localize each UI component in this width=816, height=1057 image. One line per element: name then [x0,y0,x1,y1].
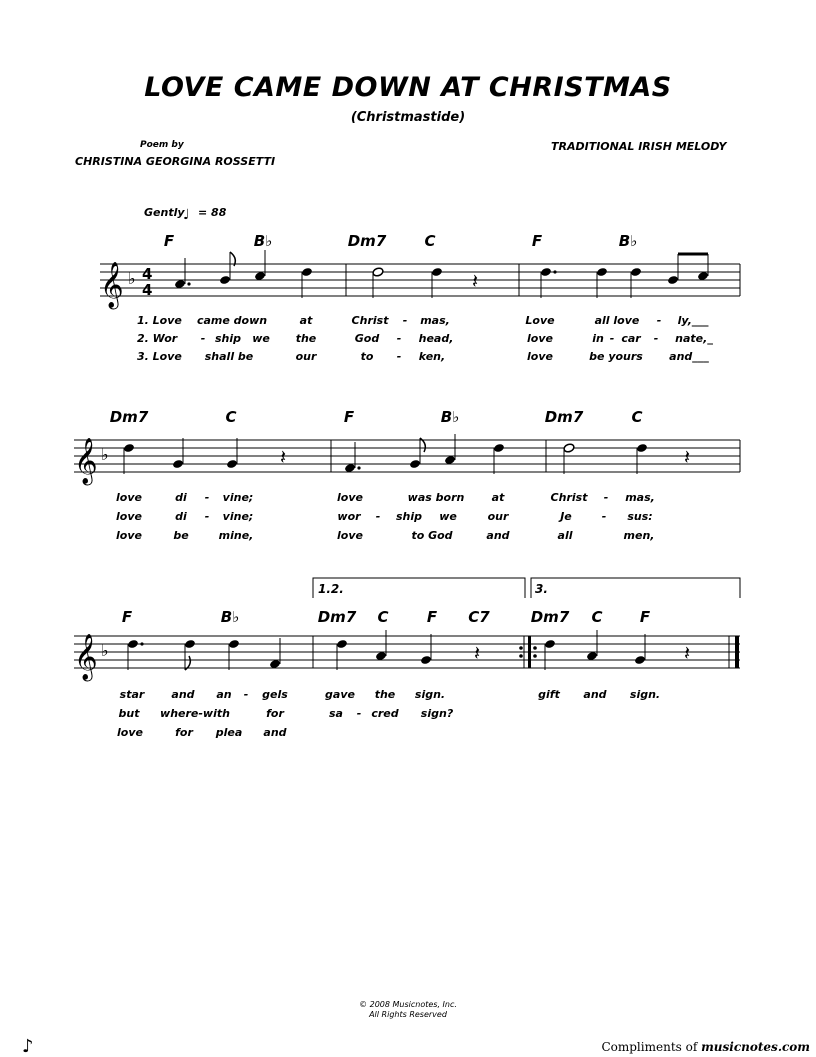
notehead [431,267,443,277]
lyric-syllable: - [204,491,210,504]
repeat-dot [519,654,523,658]
notehead [219,275,231,285]
lyric-syllable: all [557,529,573,542]
chord-symbol: F [639,608,651,626]
staff-lines-system-1 [100,264,740,296]
lyric-syllable: 1. Love [137,314,182,327]
time-signature-bottom: 4 [142,281,153,299]
lyric-syllable: - [204,510,210,523]
lyric-syllable: star [119,688,145,701]
lyric-syllable: sign. [629,688,661,701]
lyric-syllable: was born [407,491,465,504]
lyric-syllable: an [216,688,232,701]
quarter-rest-icon: 𝄽 [684,445,691,469]
lyric-syllable: Je [560,510,572,523]
dot [140,642,143,645]
lyric-syllable: in [592,332,604,345]
compliments-link[interactable]: musicnotes.com [701,1040,810,1054]
notehead [420,655,432,665]
quarter-note-icon: ♩ [183,207,190,223]
chord-symbol: Dm7 [530,608,570,626]
lyric-syllable: Christ [550,491,588,504]
lyric-syllable: to [360,350,374,363]
poet-name: CHRISTINA GEORGINA ROSSETTI [75,155,276,168]
lyric-syllable: and___ [669,350,709,363]
lyric-syllable: we [252,332,270,345]
lyric-syllable: God [354,332,380,345]
compliments-prefix: Compliments of [601,1040,698,1054]
chord-symbol: Dm7 [544,408,584,426]
chord-symbol: Dm7 [347,232,387,250]
lyric-syllable: 2. Wor [137,332,178,345]
lyric-syllable: love [337,529,363,542]
notehead [630,267,642,277]
lyric-syllable: love [527,332,553,345]
lyric-syllable: sign? [420,707,454,720]
chord-symbol: F [426,608,438,626]
lyric-syllable: ship [395,510,423,523]
lyric-syllable: cred [371,707,399,720]
lyric-syllable: ship [214,332,242,345]
lyric-syllable: where-with [160,707,230,720]
dot [553,270,556,273]
lyric-syllable: mas, [625,491,655,504]
flat-icon: ♭ [101,641,109,660]
lyric-syllable: mas, [420,314,450,327]
notehead [544,639,556,649]
quarter-rest-icon: 𝄽 [472,269,479,293]
repeat-dot [533,646,537,650]
chord-symbol: C [225,408,237,426]
lyric-syllable: vine; [222,510,254,523]
lyric-syllable: ly,___ [677,314,709,327]
time-signature-top: 4 [142,265,153,283]
lyric-syllable: and [486,529,510,542]
lyric-syllable: car [621,332,641,345]
quarter-rest-icon: 𝄽 [280,445,287,469]
volta-bracket-3 [531,578,740,598]
lyric-syllable: - [603,491,609,504]
lyric-syllable: shall be [204,350,254,363]
lyric-syllable: gift [538,688,560,701]
notehead [596,267,608,277]
musicnotes-logo-icon: ♪ [22,1036,34,1057]
subtitle: (Christmastide) [350,110,466,125]
quarter-rest-icon: 𝄽 [474,641,481,665]
notehead [336,639,348,649]
lyric-syllable: di [175,510,187,523]
lyric-syllable: gave [325,688,355,701]
notehead [228,639,240,649]
lyric-syllable: - [402,314,408,327]
lyric-syllable: - [200,332,206,345]
lyric-syllable: love [117,726,143,739]
chord-symbol: C7 [468,608,490,626]
lyric-syllable: but [118,707,140,720]
chord-symbol: F [531,232,543,250]
lyric-syllable: love [116,529,142,542]
notehead [540,267,552,277]
lyric-syllable: and [263,726,287,739]
lyric-syllable: 3. Love [137,350,182,363]
chord-symbol: F [163,232,175,250]
lyric-syllable: we [439,510,457,523]
treble-clef-icon: 𝄞 [74,438,98,484]
lyric-syllable: the [374,688,396,701]
lyric-syllable: at [299,314,313,327]
lyric-syllable: our [295,350,317,363]
chord-symbol: C [591,608,603,626]
lyric-syllable: be yours [589,350,643,363]
lyric-syllable: for [175,726,193,739]
notehead [123,443,135,453]
notehead [184,639,196,649]
chord-symbol: B♭ [220,608,240,626]
notehead [667,275,679,285]
lyric-syllable: love [337,491,363,504]
chord-symbol: B♭ [440,408,460,426]
lyric-syllable: - [396,332,402,345]
lyric-syllable: mine, [218,529,254,542]
lyric-syllable: Love [525,314,555,327]
lyric-syllable: - [601,510,607,523]
chord-symbol: C [424,232,436,250]
volta-label-3: 3. [535,582,548,596]
lyric-syllable: - [653,332,659,345]
lyric-syllable: came down [196,314,268,327]
copyright-line-2: All Rights Reserved [369,1010,447,1019]
notehead [127,639,139,649]
chord-symbol: F [121,608,133,626]
flat-icon: ♭ [101,445,109,464]
lyric-syllable: plea [215,726,243,739]
notehead [172,459,184,469]
lyric-syllable: our [487,510,509,523]
volta-label-1-2: 1.2. [318,582,344,596]
lyric-syllable: - [656,314,662,327]
treble-clef-icon: 𝄞 [100,262,124,308]
lyric-syllable: head, [418,332,454,345]
chord-symbol: C [377,608,389,626]
lyric-syllable: Christ [351,314,389,327]
lyric-syllable: all love [594,314,640,327]
chord-symbol: Dm7 [317,608,357,626]
lyric-syllable: nate,_ [675,332,713,345]
lyric-syllable: love [116,491,142,504]
lyric-syllable: at [491,491,505,504]
final-barline-thick [735,636,739,668]
notehead [409,459,421,469]
lyric-syllable: - [356,707,362,720]
repeat-barline-thick [528,636,531,668]
poem-by-label: Poem by [140,140,184,150]
notehead [301,267,313,277]
dot [187,282,190,285]
dot [357,466,360,469]
lyric-syllable: the [295,332,317,345]
lyric-syllable: be [173,529,189,542]
chord-symbol: B♭ [253,232,273,250]
lyric-syllable: sus: [627,510,653,523]
notehead [493,443,505,453]
half-notehead [563,443,575,453]
repeat-dot [519,646,523,650]
lyric-syllable: sa [329,707,343,720]
notehead [634,655,646,665]
lyric-syllable: and [171,688,195,701]
compliments-text [601,1040,810,1054]
repeat-dot [533,654,537,658]
lyric-syllable: - [396,350,402,363]
composer-credit: TRADITIONAL IRISH MELODY [551,140,727,153]
volta-bracket-1-2 [313,578,525,598]
lyric-syllable: love [116,510,142,523]
lyric-syllable: gels [262,688,288,701]
notehead [226,459,238,469]
half-notehead [372,267,384,277]
lyric-syllable: - [609,332,615,345]
treble-clef-icon: 𝄞 [74,634,98,680]
tempo-value: = 88 [198,206,227,219]
notehead [636,443,648,453]
quarter-rest-icon: 𝄽 [684,641,691,665]
staff-lines-system-2 [74,440,740,472]
lyric-syllable: vine; [222,491,254,504]
lyric-syllable: and [583,688,607,701]
chord-symbol: F [343,408,355,426]
lyric-syllable: ken, [418,350,446,363]
lyric-syllable: love [527,350,553,363]
chord-symbol: Dm7 [109,408,149,426]
lyric-syllable: men, [623,529,655,542]
chord-symbol: C [631,408,643,426]
lyric-syllable: for [266,707,284,720]
lyric-syllable: sign. [414,688,446,701]
chord-symbol: B♭ [618,232,638,250]
lyric-syllable: - [375,510,381,523]
flat-icon: ♭ [128,269,136,288]
lyric-syllable: wor [337,510,361,523]
lyric-syllable: - [243,688,249,701]
lyric-syllable: to God [411,529,453,542]
lyric-syllable: di [175,491,187,504]
copyright-line-1: © 2008 Musicnotes, Inc. [359,1000,457,1009]
tempo-text: Gently [144,206,185,219]
page-title: LOVE CAME DOWN AT CHRISTMAS [144,72,672,103]
